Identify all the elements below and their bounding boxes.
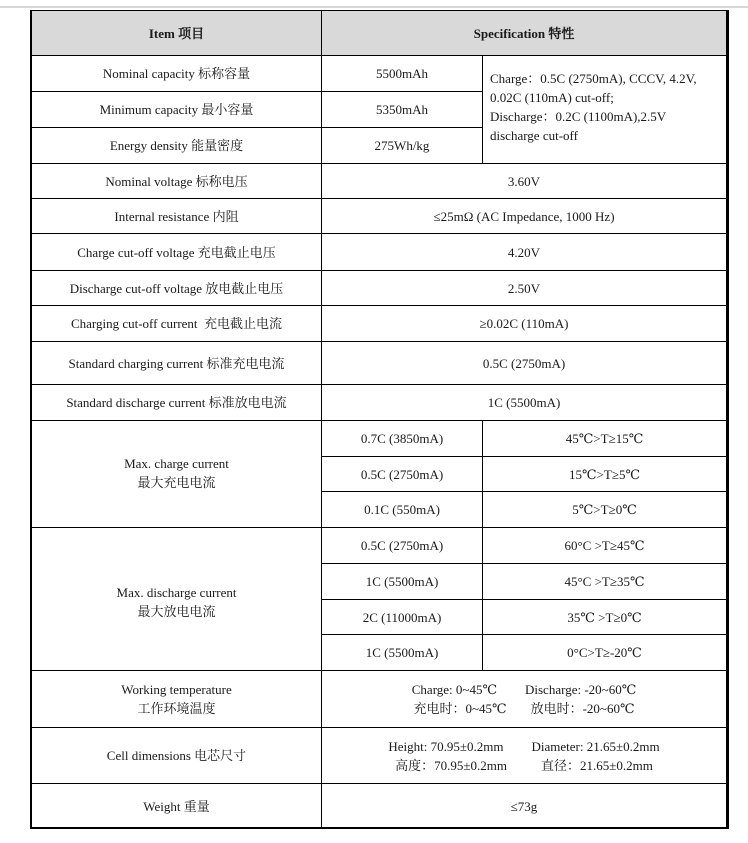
value-text: 35℃ >T≥0℃: [567, 609, 642, 625]
label-cn: 最大放电电流: [137, 604, 216, 619]
note-line: Charge：0.5C (2750mA), CCCV, 4.2V,: [490, 70, 697, 86]
label-cn: 最大充电电流: [137, 475, 216, 490]
max-charge-current-value: [322, 421, 482, 456]
note-line: 0.02C (110mA) cut-off;: [490, 89, 614, 105]
label-energy-density: [32, 128, 321, 163]
label-nominal-voltage: [32, 164, 321, 198]
max-charge-temp-range: [483, 492, 726, 527]
max-discharge-temp-range: [483, 635, 726, 670]
value-text: ≥0.02C (110mA): [479, 316, 569, 331]
charge-temp-cn: 充电时：0~45℃: [413, 701, 507, 716]
label-discharge-cutoff-voltage: [32, 271, 321, 305]
label-nominal-capacity: [32, 56, 321, 91]
value-text: 45°C >T≥35℃: [564, 574, 645, 589]
label-internal-resistance: [32, 199, 321, 233]
label-cell-dimensions: [32, 728, 321, 783]
value-text: 5℃>T≥0℃: [572, 502, 637, 517]
label-charge-cutoff-voltage: [32, 234, 321, 270]
charge-temp-en: Charge: 0~45℃: [411, 682, 497, 697]
label-charging-cutoff-current: [32, 306, 321, 341]
capacity-test-conditions: [483, 56, 726, 163]
max-charge-temp-range: [483, 457, 726, 491]
label-text: Standard discharge current 标准放电电流: [66, 395, 287, 410]
header-spec: [322, 11, 726, 55]
value-text: 15℃>T≥5℃: [569, 466, 640, 482]
value-text: 45℃>T≥15℃: [565, 431, 644, 446]
label-standard-charging-current: [32, 342, 321, 384]
height-cn: 高度：70.95±0.2mm: [395, 757, 507, 773]
label-text: Nominal voltage 标称电压: [105, 173, 248, 189]
value-text: 275Wh/kg: [374, 138, 430, 153]
label-text: Nominal capacity 标称容量: [102, 66, 251, 81]
value-text: 1C (5500mA): [487, 395, 561, 410]
value-working-temperature: [322, 671, 726, 727]
value-text: 0.7C (3850mA): [360, 431, 444, 446]
label-text: Internal resistance 内阻: [114, 208, 239, 224]
header-spec-text: Specification 特性: [473, 25, 575, 41]
max-discharge-temp-range: [483, 564, 726, 599]
value-minimum-capacity: [322, 92, 482, 127]
value-text: 60°C >T≥45℃: [564, 538, 645, 553]
label-text: Discharge cut-off voltage 放电截止电压: [69, 280, 284, 296]
value-text: 3.60V: [507, 173, 541, 189]
label-max-charge-current: [32, 421, 321, 527]
value-nominal-capacity: [322, 56, 482, 91]
value-text: 5350mAh: [376, 102, 428, 117]
value-text: 1C (5500mA): [365, 574, 439, 589]
note-line: discharge cut-off: [490, 127, 578, 143]
label-text: Energy density 能量密度: [109, 138, 244, 153]
discharge-temp-en: Discharge: -20~60℃: [525, 682, 637, 697]
value-charging-cutoff-current: [322, 306, 726, 341]
value-internal-resistance: [322, 199, 726, 233]
value-standard-charging-current: [322, 342, 726, 384]
value-charge-cutoff-voltage: [322, 234, 726, 270]
discharge-temp-cn: 放电时：-20~60℃: [530, 701, 635, 716]
value-text: 0.5C (2750mA): [360, 538, 444, 553]
label-text: Charge cut-off voltage 充电截止电压: [77, 244, 276, 260]
value-weight: [322, 784, 726, 828]
height-en: Height: 70.95±0.2mm: [388, 738, 504, 754]
label-minimum-capacity: [32, 92, 321, 127]
max-discharge-temp-range: [483, 600, 726, 634]
label-text: Charging cut-off current 充电截止电流: [70, 316, 283, 331]
diameter-en: Diameter: 21.65±0.2mm: [531, 738, 660, 754]
value-text: 0.1C (550mA): [364, 502, 440, 517]
value-text: ≤73g: [510, 798, 538, 814]
max-charge-temp-range: [483, 421, 726, 456]
value-text: 4.20V: [507, 244, 541, 260]
label-en: Max. charge current: [124, 456, 229, 471]
max-discharge-current-value: [322, 635, 482, 670]
header-item: [32, 11, 321, 55]
max-discharge-current-value: [322, 600, 482, 634]
value-text: 5500mAh: [376, 66, 428, 81]
value-text: 2.50V: [507, 280, 541, 296]
label-text: Cell dimensions 电芯尺寸: [106, 748, 247, 763]
max-charge-current-value: [322, 492, 482, 527]
value-energy-density: [322, 128, 482, 163]
diameter-cn: 直径：21.65±0.2mm: [541, 757, 653, 773]
value-text: 1C (5500mA): [365, 645, 439, 660]
max-discharge-current-value: [322, 564, 482, 599]
label-weight: [32, 784, 321, 828]
label-en: Working temperature: [121, 682, 232, 697]
value-cell-dimensions: [322, 728, 726, 783]
value-text: 0.5C (2750mA): [360, 466, 444, 482]
label-text: Standard charging current 标准充电电流: [68, 355, 285, 371]
value-text: 0.5C (2750mA): [482, 355, 566, 371]
label-max-discharge-current: [32, 528, 321, 670]
label-standard-discharge-current: [32, 385, 321, 420]
label-cn: 工作环境温度: [137, 701, 216, 716]
max-discharge-current-value: [322, 528, 482, 563]
table-right-double-border: [727, 10, 729, 829]
value-standard-discharge-current: [322, 385, 726, 420]
label-en: Max. discharge current: [116, 585, 237, 600]
max-charge-current-value: [322, 457, 482, 491]
value-nominal-voltage: [322, 164, 726, 198]
value-text: ≤25mΩ (AC Impedance, 1000 Hz): [433, 208, 615, 224]
label-working-temperature: [32, 671, 321, 727]
value-text: 2C (11000mA): [362, 609, 442, 625]
label-text: Minimum capacity 最小容量: [99, 102, 254, 117]
value-discharge-cutoff-voltage: [322, 271, 726, 305]
label-text: Weight 重量: [143, 798, 210, 814]
header-item-text: Item 项目: [148, 25, 205, 41]
value-text: 0°C>T≥-20℃: [567, 645, 642, 660]
cropped-heading-band: [0, 0, 748, 8]
max-discharge-temp-range: [483, 528, 726, 563]
note-line: Discharge：0.2C (1100mA),2.5V: [490, 108, 667, 124]
